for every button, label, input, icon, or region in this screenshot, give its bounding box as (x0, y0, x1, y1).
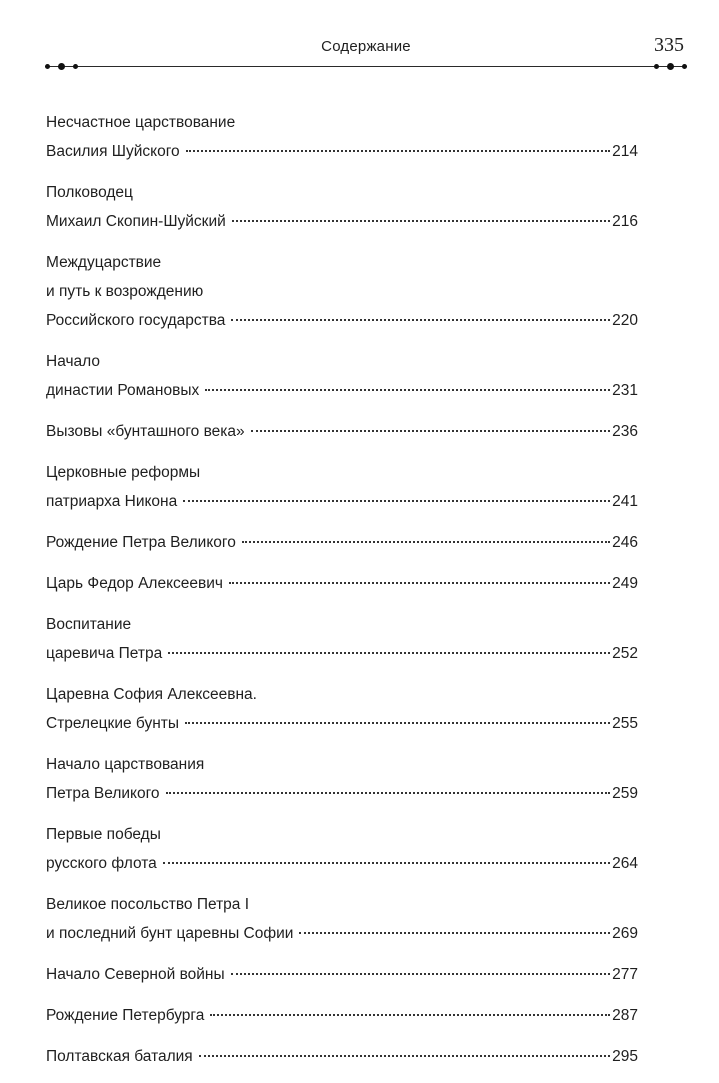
toc-entry-title: Стрелецкие бунты (46, 715, 180, 732)
page-number: 335 (654, 34, 684, 56)
toc-entry-last-line (46, 306, 638, 335)
toc-entry-last-line (46, 487, 638, 516)
toc-entry-title: Петра Великого (46, 785, 160, 802)
toc-entry (46, 248, 638, 335)
ornament-dot-left-small (45, 64, 50, 69)
toc-entry-title-line: Церковные реформы (46, 464, 201, 481)
header-title: Содержание (321, 38, 411, 55)
toc-entry-title-line: Начало (46, 353, 101, 370)
toc-entry-title: Царь Федор Алексеевич (46, 575, 224, 592)
dot-leader (186, 150, 610, 152)
toc-entry-last-line (46, 919, 638, 948)
ornament-dot-left-large (58, 63, 65, 70)
toc-entry (46, 528, 638, 557)
toc-entry-title: Михаил Скопин-Шуйский (46, 213, 226, 230)
toc-entry-title: Вызовы «бунташного века» (46, 423, 245, 440)
dot-leader (232, 220, 610, 222)
toc-entry-page: 231 (612, 382, 638, 399)
toc-entry-title: Василия Шуйского (46, 143, 180, 160)
dot-leader (183, 500, 610, 502)
dot-leader (231, 973, 611, 975)
toc-entry-page: 252 (612, 645, 638, 662)
toc-entry-page: 277 (612, 966, 638, 983)
toc-entry-page: 216 (612, 213, 638, 230)
toc-entry (46, 569, 638, 598)
toc-entry-last-line (46, 376, 638, 405)
ornament-dot-right-small (682, 64, 687, 69)
toc-entry (46, 750, 638, 808)
toc-entry (46, 458, 638, 516)
toc-entry-title-line: и путь к возрождению (46, 283, 204, 300)
toc-entry-page: 287 (612, 1007, 638, 1024)
toc-entry-title-line: Первые победы (46, 826, 161, 843)
toc-entry (46, 1042, 638, 1071)
toc-entry-page: 255 (612, 715, 638, 732)
toc-entry-title-line: Полководец (46, 184, 133, 201)
toc-entry-title: Рождение Петербурга (46, 1007, 205, 1024)
toc-entry-title: Начало Северной войны (46, 966, 225, 983)
toc-entry (46, 610, 638, 668)
toc-entry (46, 1001, 638, 1030)
dot-leader (168, 652, 610, 654)
toc-entry (46, 178, 638, 236)
toc-entry-title-line: Царевна София Алексеевна. (46, 686, 257, 703)
toc-entry-title-line: Несчастное царствование (46, 114, 236, 131)
dot-leader (299, 932, 610, 934)
toc-entry-title: Полтавская баталия (46, 1048, 193, 1065)
toc-entry-title: патриарха Никона (46, 493, 178, 510)
toc-entry-title: Рождение Петра Великого (46, 534, 236, 551)
toc-entry-last-line (46, 849, 638, 878)
running-header (45, 34, 687, 74)
toc-entry-title-line: Великое посольство Петра I (46, 896, 250, 913)
toc-entry-last-line (46, 1001, 638, 1030)
dot-leader (242, 541, 610, 543)
toc-entry-title-line: Междуцарствие (46, 254, 162, 271)
toc-entry (46, 820, 638, 878)
toc-entry-last-line (46, 569, 638, 598)
toc-entry-page: 295 (612, 1048, 638, 1065)
toc-entry (46, 347, 638, 405)
toc-entry-page: 241 (612, 493, 638, 510)
dot-leader (163, 862, 610, 864)
toc-entry-page: 259 (612, 785, 638, 802)
dot-leader (251, 430, 611, 432)
dot-leader (205, 389, 610, 391)
toc-entry-page: 236 (612, 423, 638, 440)
ornament-dot-left-small (73, 64, 78, 69)
toc-entry (46, 417, 638, 446)
toc-entry-last-line (46, 137, 638, 166)
toc-entry-title: Российского государства (46, 312, 226, 329)
toc-entry-title: династии Романовых (46, 382, 200, 399)
toc-entry-title: и последний бунт царевны Софии (46, 925, 294, 942)
toc-entry-title: царевича Петра (46, 645, 163, 662)
toc-entry (46, 680, 638, 738)
dot-leader (210, 1014, 610, 1016)
toc-entry-page: 264 (612, 855, 638, 872)
toc-entry (46, 108, 638, 166)
toc-entry-last-line (46, 207, 638, 236)
ornament-dot-right-small (654, 64, 659, 69)
table-of-contents (46, 108, 638, 1083)
toc-entry-last-line (46, 639, 638, 668)
toc-entry-last-line (46, 779, 638, 808)
dot-leader (231, 319, 610, 321)
toc-entry-last-line (46, 1042, 638, 1071)
toc-entry (46, 960, 638, 989)
toc-entry-title-line: Начало царствования (46, 756, 205, 773)
dot-leader (229, 582, 610, 584)
toc-entry-page: 249 (612, 575, 638, 592)
toc-entry-page: 269 (612, 925, 638, 942)
toc-entry-page: 214 (612, 143, 638, 160)
toc-entry (46, 890, 638, 948)
toc-entry-last-line (46, 528, 638, 557)
dot-leader (199, 1055, 610, 1057)
toc-entry-title: русского флота (46, 855, 157, 872)
toc-entry-title-line: Воспитание (46, 616, 132, 633)
toc-entry-last-line (46, 960, 638, 989)
header-rule (45, 66, 687, 67)
toc-entry-page: 246 (612, 534, 638, 551)
toc-entry-last-line (46, 417, 638, 446)
ornament-dot-right-large (667, 63, 674, 70)
toc-entry-page: 220 (612, 312, 638, 329)
dot-leader (166, 792, 611, 794)
toc-entry-last-line (46, 709, 638, 738)
dot-leader (185, 722, 610, 724)
